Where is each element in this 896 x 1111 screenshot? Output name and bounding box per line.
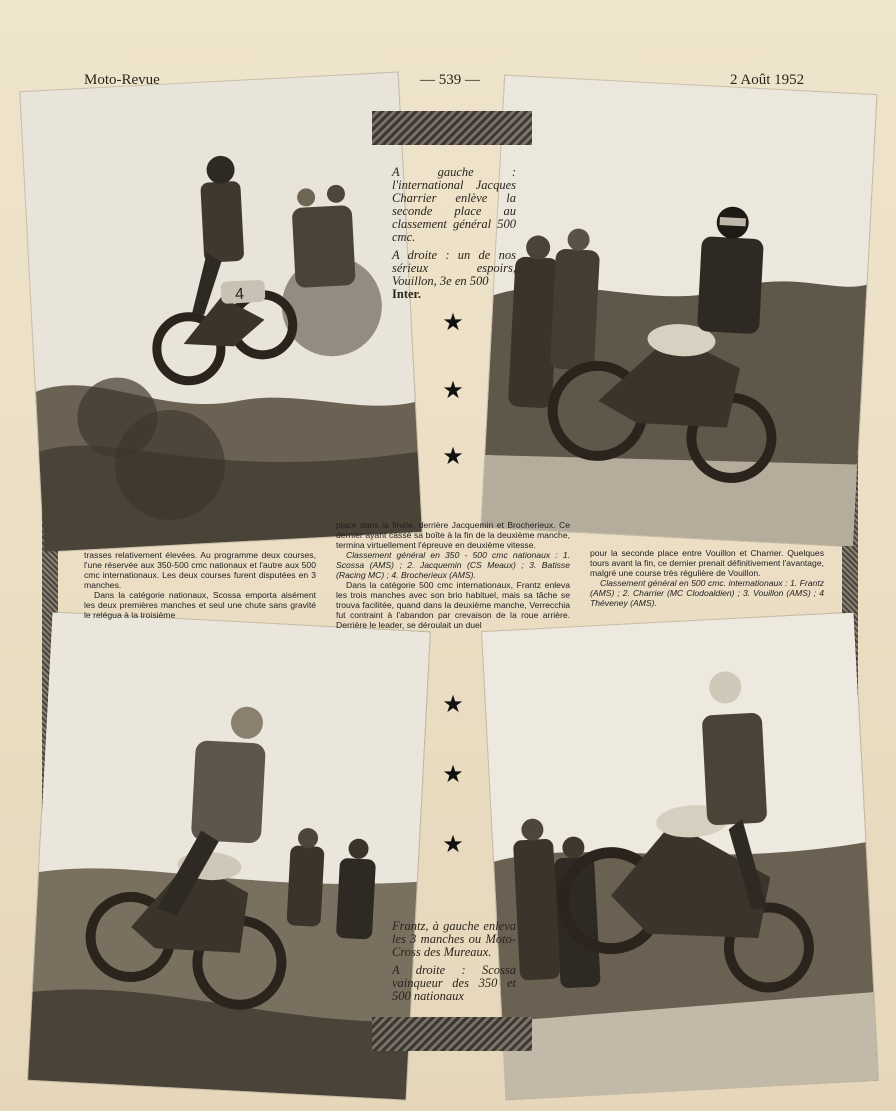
article-paragraph: place dans la finale, derrière Jacquemin et Brocherieux. Ce dernier ayant cassé sa boîte à la fin de la deuxième manche, termina virtuellement l'épreuve en deuxième vitesse. xyxy=(336,520,570,550)
caption-bottom xyxy=(392,920,516,1008)
article-paragraph: Dans la catégorie 500 cmc internationaux, Frantz enleva les trois manches avec son brio habituel, mais sa tâche se trouva facilitée, quand dans la deuxième manche, Verrecchia fut contraint à l'abandon par crevaison de la roue arrière. Derrière le leader, se déroulait un duel xyxy=(336,580,570,630)
caption-top xyxy=(392,166,516,306)
caption-top-right-bold: Inter. xyxy=(392,287,422,301)
center-divider-bottom xyxy=(372,1017,532,1051)
article-paragraph: pour la seconde place entre Vouillon et Charrier. Quelques tours avant la fin, ce dernier prenait définitivement l'avantage, malgré une course très régulière de Vouillon. xyxy=(590,548,824,578)
page-number: — 539 — xyxy=(420,72,480,88)
star-icon: ★ xyxy=(442,832,464,858)
caption-bottom-right: A droite : Scossa vainqueur des 350 et 500 nationaux xyxy=(392,963,516,1003)
photo-frantz xyxy=(28,612,430,1099)
article-column-1 xyxy=(84,550,316,620)
caption-bottom-left: Frantz, à gauche enleva les 3 manches ou Moto-Cross des Mureaux. xyxy=(392,919,516,959)
results-international: Classement général en 500 cmc. internationaux : 1. Frantz (AMS) ; 2. Charrier (MC Clodoaldien) ; 3. Vouillon (AMS) ; 4 Théveney (AMS). xyxy=(590,578,824,608)
caption-top-left: A gauche : l'international Jacques Charrier enlève la seconde place au classement général 500 cmc. xyxy=(392,165,516,244)
article-paragraph: Dans la catégorie nationaux, Scossa emporta aisément les deux premières manches et seul une chute sans gravité le relégua à la troisième xyxy=(84,590,316,620)
star-icon: ★ xyxy=(442,444,464,470)
star-icon: ★ xyxy=(442,762,464,788)
star-icon: ★ xyxy=(442,310,464,336)
caption-top-right-text: A droite : un de nos sérieux espoirs, Vouillon, 3e en 500 xyxy=(392,248,516,288)
article-column-2 xyxy=(336,520,570,630)
star-icon: ★ xyxy=(442,378,464,404)
photo-vouillon xyxy=(481,76,876,547)
center-divider-top xyxy=(372,111,532,145)
issue-date: 2 Août 1952 xyxy=(730,72,805,88)
article-column-3 xyxy=(590,548,824,608)
number-plate: 4 xyxy=(234,285,245,304)
photo-scossa xyxy=(482,613,878,1100)
photo-charrier xyxy=(20,72,422,551)
results-national: Classement général en 350 - 500 cmc nationaux : 1. Scossa (AMS) ; 2. Jacquemin (CS Meaux) ; 3. Batisse (Racing MC) ; 4. Brocherieux (AMS). xyxy=(336,550,570,580)
caption-top-right xyxy=(392,249,516,301)
article-paragraph: trasses relativement élevées. Au programme deux courses, l'une réservée aux 350-500 cmc nationaux et l'autre aux 500 cmc internationaux. Les deux courses furent disputées en 3 manches. xyxy=(84,550,316,590)
magazine-title: Moto-Revue xyxy=(84,72,160,88)
star-icon: ★ xyxy=(442,692,464,718)
